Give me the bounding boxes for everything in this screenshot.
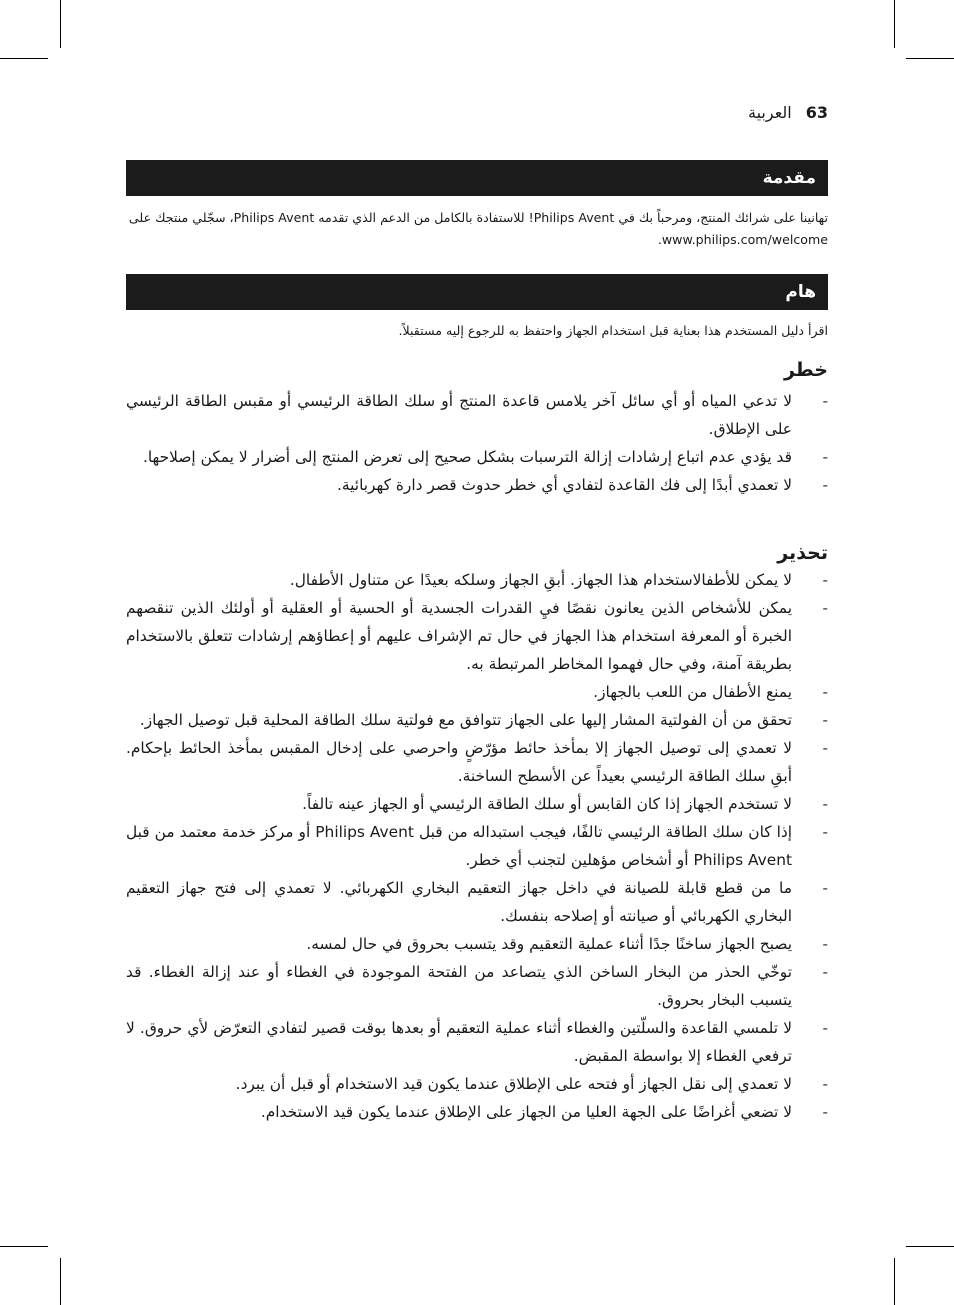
crop-mark xyxy=(894,1258,895,1305)
list-item: - لا يمكن للأطفالاستخدام هذا الجهاز. أبقِ الجهاز وسلكه بعيدًا عن متناول الأطفال. xyxy=(126,566,828,594)
intro-title: مقدمة xyxy=(762,168,816,188)
list-item: - لا تستخدم الجهاز إذا كان القابس أو سلك الطاقة الرئيسي أو الجهاز عينه تالفاً. xyxy=(126,790,828,818)
list-item: - يمكن للأشخاص الذين يعانون نقصًا فيِ القدرات الجسدية أو الحسية أو العقلية أو أولئك الذين تنقصهم الخبرة أو المعرفة استخدام هذا الجهاز في حال تم الإشراف عليهم أو إعطاؤهم إرشادات تتعلق بالاستخدام بطريقة آمنة، وفي حال فهموا المخاطر المرتبطة به. xyxy=(126,594,828,678)
crop-mark xyxy=(0,58,48,59)
list-item: - قد يؤدي عدم اتباع إرشادات إزالة الترسبات بشكل صحيح إلى تعرض المنتج إلى أضرار لا يمكن إصلاحها. xyxy=(126,443,828,471)
list-item: - لا تضعي أغراضًا على الجهة العليا من الجهاز على الإطلاق عندما يكون قيد الاستخدام. xyxy=(126,1098,828,1126)
important-title: هام xyxy=(785,282,816,302)
important-heading-bar xyxy=(126,274,828,310)
page-header xyxy=(126,100,828,124)
list-item: - يمنع الأطفال من اللعب بالجهاز. xyxy=(126,678,828,706)
list-item: - تحقق من أن الفولتية المشار إليها على الجهاز تتوافق مع فولتية سلك الطاقة المحلية قبل توصيل الجهاز. xyxy=(126,706,828,734)
language-label: العربية xyxy=(748,102,792,122)
warning-title: تحذير xyxy=(777,542,828,564)
list-item: - لا تلمسي القاعدة والسلّتين والغطاء أثناء عملية التعقيم أو بعدها بوقت قصير لتفادي التعرّض لأي حروق. لا ترفعي الغطاء إلا بواسطة المقبض. xyxy=(126,1014,828,1070)
crop-mark xyxy=(0,1246,48,1247)
list-item: - لا تدعي المياه أو أي سائل آخر يلامس قاعدة المنتج أو سلك الطاقة الرئيسي أو مقبس الطاقة الرئيسي على الإطلاق. xyxy=(126,387,828,443)
intro-heading-bar xyxy=(126,160,828,196)
crop-mark xyxy=(906,1246,954,1247)
list-item: - يصبح الجهاز ساخنًا جدًا أثناء عملية التعقيم وقد يتسبب بحروق في حال لمسه. xyxy=(126,930,828,958)
list-item: - ما من قطع قابلة للصيانة في داخل جهاز التعقيم البخاري الكهربائي. لا تعمدي إلى فتح جهاز التعقيم البخاري الكهربائي أو صيانته أو إصلاحه بنفسك. xyxy=(126,874,828,930)
list-item: - لا تعمدي إلى توصيل الجهاز إلا بمأخذ حائط مؤرّضٍ واحرصي على إدخال المقبس بمأخذ الحائط بإحكام. أبقِ سلك الطاقة الرئيسي بعيداً عن الأسطح الساخنة. xyxy=(126,734,828,790)
important-text: اقرأ دليل المستخدم هذا بعناية قبل استخدام الجهاز واحتفظ به للرجوع إليه مستقبلاً. xyxy=(398,323,828,338)
list-item: - توخّي الحذر من البخار الساخن الذي يتصاعد من الفتحة الموجودة في الغطاء أو عند إزالة الغطاء. قد يتسبب البخار بحروق. xyxy=(126,958,828,1014)
intro-text: تهانينا على شرائك المنتج، ومرحباً بك في Philips Avent! للاستفادة بالكامل من الدعم الذي تقدمه Philips Avent، سجّلي منتجك على www.philips.com/welcome. xyxy=(128,210,828,247)
crop-mark xyxy=(60,1258,61,1305)
crop-mark xyxy=(906,58,954,59)
crop-mark xyxy=(60,0,61,48)
list-item: - لا تعمدي أبدًا إلى فك القاعدة لتفادي أي خطر حدوث قصر دارة كهربائية. xyxy=(126,471,828,499)
page-number: 63 xyxy=(805,102,828,122)
warning-list xyxy=(126,566,828,1126)
danger-list xyxy=(126,387,828,499)
list-item: - إذا كان سلك الطاقة الرئيسي تالفًا، فيجب استبداله من قبل Philips Avent أو مركز خدمة معتمد من قبل Philips Avent أو أشخاص مؤهلين لتجنب أي خطر. xyxy=(126,818,828,874)
danger-title: خطر xyxy=(783,359,828,381)
crop-mark xyxy=(894,0,895,48)
list-item: - لا تعمدي إلى نقل الجهاز أو فتحه على الإطلاق عندما يكون قيد الاستخدام أو قبل أن يبرد. xyxy=(126,1070,828,1098)
